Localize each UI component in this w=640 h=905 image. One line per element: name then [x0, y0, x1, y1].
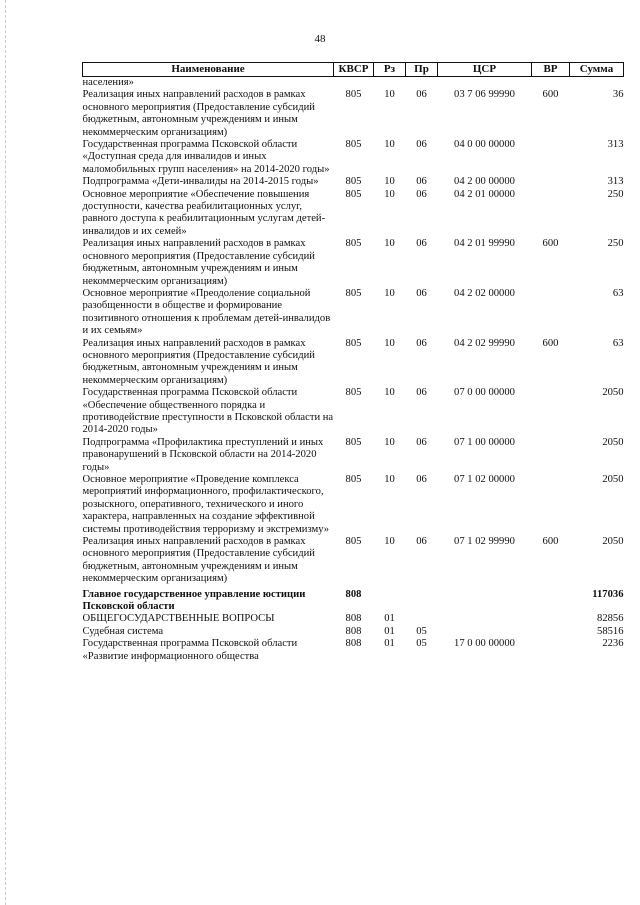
cell-vr — [532, 176, 570, 188]
col-header-vr: ВР — [532, 63, 570, 77]
cell-csr: 07 1 02 00000 — [454, 474, 515, 485]
cell-vr — [532, 189, 570, 239]
cell-kvsr: 805 — [345, 287, 362, 299]
cell-name: Основное мероприятие «Обеспечение повышения доступности, качества реабилитационных услуг, равного доступа к реабилитационным услугам детей-инвалидов и их семей» — [82, 188, 326, 237]
cell-vr: 600 — [542, 337, 559, 349]
cell-vr — [532, 437, 570, 474]
cell-kvsr: 808 — [345, 613, 362, 625]
cell-csr: 04 2 02 99990 — [454, 337, 515, 349]
cell-name: Государственная программа Псковской области «Доступная среда для инвалидов и иных маломобильных групп населения» на 2014-2020 годы» — [82, 139, 330, 175]
cell-csr: 04 0 00 00000 — [454, 139, 515, 151]
cell-vr — [532, 77, 570, 90]
cell-name: Подпрограмма «Профилактика преступлений и иных правонарушений в Псковской области на 2014-2020 годы» — [82, 436, 324, 473]
cell-kvsr: 805 — [345, 436, 362, 448]
table-row — [83, 189, 624, 239]
cell-name: Реализация иных направлений расходов в рамках основного мероприятия (Предоставление субсидий бюджетным, автономным учреждениям и иным некоммерческим организациям) — [82, 89, 315, 138]
cell-sum: 313 — [607, 139, 624, 151]
table-row — [83, 474, 624, 536]
cell-pr: 06 — [416, 238, 427, 250]
cell-kvsr: 805 — [345, 536, 362, 548]
cell-kvsr: 805 — [345, 474, 362, 485]
cell-csr — [438, 626, 532, 638]
table-row — [83, 613, 624, 625]
table-row — [83, 176, 624, 188]
cell-name: Судебная система — [82, 625, 164, 637]
cell-sum: 250 — [607, 188, 624, 200]
cell-vr — [532, 387, 570, 437]
cell-sum — [570, 77, 624, 90]
col-header-pr: Пр — [406, 63, 438, 77]
page-number: 48 — [314, 33, 326, 45]
table-row — [83, 387, 624, 437]
cell-name: Основное мероприятие «Преодоление социальной разобщенности в обществе и формирование позитивного отношения к проблемам детей-инвалидов и их семьям» — [82, 287, 331, 337]
cell-pr: 06 — [416, 89, 427, 101]
cell-sum: 2050 — [602, 536, 624, 548]
budget-table — [82, 62, 624, 663]
cell-sum: 2050 — [602, 474, 624, 485]
cell-sum: 250 — [607, 238, 624, 250]
cell-rz: 10 — [384, 387, 395, 399]
cell-sum: 63 — [612, 287, 624, 299]
cell-kvsr — [334, 77, 374, 90]
cell-csr — [438, 586, 532, 614]
table-row — [83, 626, 624, 638]
table-row — [83, 288, 624, 338]
cell-vr — [532, 474, 570, 536]
cell-csr — [438, 77, 532, 90]
cell-vr — [532, 613, 570, 625]
cell-rz: 10 — [384, 176, 395, 188]
cell-rz: 10 — [384, 436, 395, 448]
cell-kvsr: 805 — [345, 337, 362, 349]
cell-csr: 04 2 01 00000 — [454, 188, 515, 200]
cell-rz: 10 — [384, 139, 395, 151]
cell-pr: 06 — [416, 188, 427, 200]
cell-csr: 07 0 00 00000 — [454, 387, 515, 399]
cell-pr: 06 — [416, 337, 427, 349]
col-header-kvsr: КВСР — [334, 63, 374, 77]
cell-csr: 07 1 00 00000 — [454, 436, 515, 448]
cell-vr — [532, 288, 570, 338]
cell-kvsr: 808 — [345, 638, 362, 650]
cell-sum: 117036 — [592, 588, 624, 600]
cell-csr: 07 1 02 99990 — [454, 536, 515, 548]
table-row — [83, 77, 624, 90]
cell-sum: 2050 — [602, 387, 624, 399]
cell-rz: 10 — [384, 238, 395, 250]
cell-vr: 600 — [542, 536, 559, 548]
cell-pr: 06 — [416, 287, 427, 299]
table-row — [83, 139, 624, 176]
cell-kvsr: 805 — [345, 176, 362, 188]
cell-pr: 06 — [416, 176, 427, 188]
cell-csr: 04 2 01 99990 — [454, 238, 515, 250]
col-header-name: Наименование — [83, 63, 334, 77]
cell-name: Подпрограмма «Дети-инвалиды на 2014-2015 годы» — [82, 176, 319, 188]
cell-pr: 06 — [416, 387, 427, 399]
cell-rz: 10 — [384, 474, 395, 485]
table-row — [83, 238, 624, 288]
cell-name: Основное мероприятие «Проведение комплекса мероприятий информационного, профилактического, розыскного, оперативного, технического и иного характера, направленных на создание эффективной системы противодействия терроризму и экстремизму» — [82, 474, 330, 535]
table-row — [83, 338, 624, 388]
cell-sum: 36 — [612, 89, 624, 101]
cell-pr: 05 — [416, 638, 427, 650]
table-body — [83, 77, 624, 664]
cell-sum: 313 — [607, 176, 624, 188]
cell-pr — [406, 613, 438, 625]
col-header-csr: ЦСР — [438, 63, 532, 77]
cell-pr: 06 — [416, 436, 427, 448]
cell-name: Государственная программа Псковской области «Обеспечение общественного порядка и противодействие преступности в Псковской области на 2014-2020 годы» — [82, 387, 334, 436]
cell-pr: 06 — [416, 536, 427, 548]
cell-csr: 04 2 00 00000 — [454, 176, 515, 188]
cell-rz: 10 — [384, 89, 395, 101]
cell-vr — [532, 139, 570, 176]
cell-vr — [532, 586, 570, 614]
cell-csr: 17 0 00 00000 — [454, 638, 515, 650]
cell-name: ОБЩЕГОСУДАРСТВЕННЫЕ ВОПРОСЫ — [82, 613, 275, 625]
cell-kvsr: 808 — [345, 588, 362, 600]
cell-pr: 06 — [416, 474, 427, 485]
cell-csr: 04 2 02 00000 — [454, 287, 515, 299]
cell-csr — [438, 613, 532, 625]
cell-kvsr: 805 — [345, 139, 362, 151]
cell-name: населения» — [82, 77, 134, 88]
cell-name: Реализация иных направлений расходов в рамках основного мероприятия (Предоставление субсидий бюджетным, автономным учреждениям и иным некоммерческим организациям) — [82, 536, 315, 585]
cell-vr — [532, 626, 570, 638]
cell-csr: 03 7 06 99990 — [454, 89, 515, 101]
cell-kvsr: 805 — [345, 387, 362, 399]
cell-name: Государственная программа Псковской области «Развитие информационного общества — [82, 638, 298, 662]
table-row — [83, 437, 624, 474]
table-row — [83, 89, 624, 139]
cell-pr — [406, 586, 438, 614]
cell-sum: 63 — [612, 337, 624, 349]
scan-edge-line — [5, 0, 6, 905]
col-header-rz: Рз — [374, 63, 406, 77]
col-header-sum: Сумма — [570, 63, 624, 77]
cell-pr — [406, 77, 438, 90]
cell-kvsr: 805 — [345, 188, 362, 200]
cell-rz: 01 — [384, 638, 395, 650]
cell-sum: 2236 — [602, 638, 624, 650]
cell-rz: 10 — [384, 287, 395, 299]
cell-kvsr: 805 — [345, 238, 362, 250]
cell-sum: 58516 — [597, 625, 624, 637]
cell-kvsr: 805 — [345, 89, 362, 101]
cell-pr: 06 — [416, 139, 427, 151]
cell-rz: 10 — [384, 536, 395, 548]
cell-vr — [532, 638, 570, 663]
cell-rz — [374, 586, 406, 614]
cell-sum: 2050 — [602, 436, 624, 448]
cell-vr: 600 — [542, 238, 559, 250]
cell-rz: 10 — [384, 337, 395, 349]
cell-pr: 05 — [416, 625, 427, 637]
cell-name: Главное государственное управление юстиции Псковской области — [82, 588, 306, 613]
cell-vr: 600 — [542, 89, 559, 101]
cell-name: Реализация иных направлений расходов в рамках основного мероприятия (Предоставление субсидий бюджетным, автономным учреждениям и иным некоммерческим организациям) — [82, 238, 315, 287]
cell-name: Реализация иных направлений расходов в рамках основного мероприятия (Предоставление субсидий бюджетным, автономным учреждениям и иным некоммерческим организациям) — [82, 337, 315, 386]
cell-rz: 10 — [384, 188, 395, 200]
table-row — [83, 638, 624, 663]
cell-kvsr: 808 — [345, 625, 362, 637]
table-header-row — [83, 63, 624, 77]
cell-rz: 01 — [384, 625, 395, 637]
cell-rz — [374, 77, 406, 90]
cell-rz: 01 — [384, 613, 395, 625]
table-row — [83, 536, 624, 586]
table-row — [83, 586, 624, 614]
cell-sum: 82856 — [597, 613, 624, 625]
